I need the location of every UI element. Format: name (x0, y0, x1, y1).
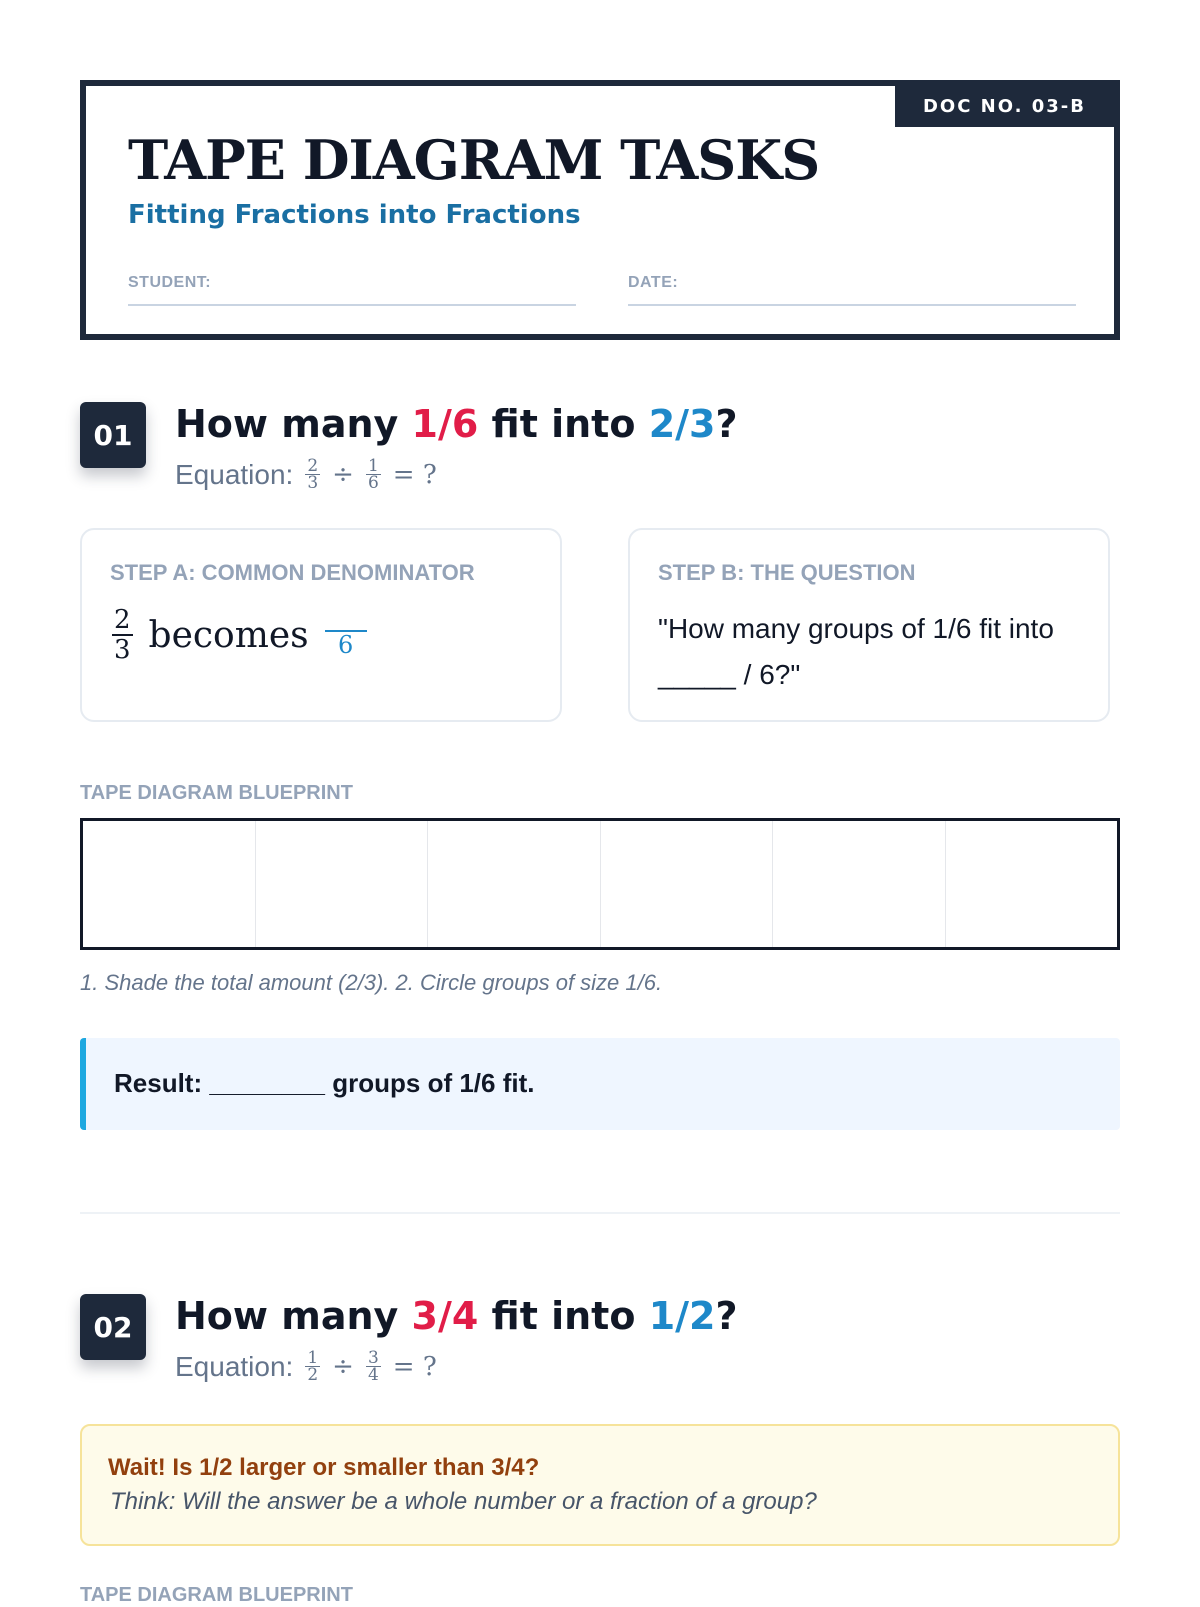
doc-number-badge: DOC NO. 03-B (895, 86, 1114, 127)
student-field[interactable] (128, 274, 576, 306)
fraction-denominator: 6 (338, 631, 354, 659)
page-title: TAPE DIAGRAM TASKS (128, 128, 820, 192)
divide-symbol: ÷ (332, 1351, 354, 1382)
problem-question (175, 1294, 738, 1338)
fraction-denominator: 6 (367, 473, 379, 493)
tape-diagram-label: TAPE DIAGRAM BLUEPRINT (80, 782, 353, 804)
fraction-denominator: 2 (307, 1365, 319, 1385)
fraction-numerator: 3 (367, 1348, 379, 1368)
worksheet-header (80, 80, 1120, 340)
equation-fraction-a (305, 458, 320, 491)
problem-number-badge: 01 (80, 402, 146, 468)
problem-question (175, 402, 738, 446)
date-label: DATE: (628, 274, 679, 291)
problem-number-badge: 02 (80, 1294, 146, 1360)
warning-title: Wait! Is 1/2 larger or smaller than 3/4? (108, 1454, 540, 1481)
question-mid: fit into (478, 402, 649, 446)
equals-unknown: = ? (392, 1351, 437, 1382)
tape-segment[interactable] (256, 821, 429, 947)
student-label: STUDENT: (128, 274, 212, 291)
step-a-label: STEP A: COMMON DENOMINATOR (110, 560, 475, 585)
tape-segment[interactable] (83, 821, 256, 947)
fraction-numerator: 1 (307, 1348, 319, 1368)
fraction-numerator: 1 (367, 456, 379, 476)
equation-fraction-b (366, 1350, 381, 1383)
question-prefix: How many (175, 1294, 412, 1338)
equals-unknown: = ? (392, 459, 437, 490)
tape-diagram-label: TAPE DIAGRAM BLUEPRINT (80, 1584, 353, 1606)
common-denominator-row (112, 606, 367, 664)
equation-label: Equation: (175, 458, 294, 490)
tape-instructions: 1. Shade the total amount (2/3). 2. Circle groups of size 1/6. (80, 970, 663, 995)
hint-warning-box (80, 1424, 1120, 1546)
fraction-numerator: 2 (307, 456, 319, 476)
original-fraction (112, 606, 133, 664)
warning-body: Think: Will the answer be a whole number or a fraction of a group? (110, 1488, 817, 1515)
blank-numerator-fraction[interactable] (325, 626, 367, 658)
divisor-fraction: 3/4 (411, 1294, 479, 1338)
tape-segment[interactable] (601, 821, 774, 947)
question-prefix: How many (175, 402, 412, 446)
fraction-denominator: 4 (367, 1365, 379, 1385)
equation-line (175, 458, 443, 491)
equation-fraction-a (305, 1350, 320, 1383)
tape-segment[interactable] (428, 821, 601, 947)
fraction-denominator: 3 (307, 473, 319, 493)
step-a-card (80, 528, 562, 722)
date-field[interactable] (628, 274, 1076, 306)
result-text: Result: ________ groups of 1/6 fit. (114, 1068, 535, 1098)
equation-line (175, 1350, 443, 1383)
dividend-fraction: 1/2 (648, 1294, 716, 1338)
page-subtitle: Fitting Fractions into Fractions (128, 200, 581, 230)
question-suffix: ? (715, 402, 738, 446)
fraction-denominator: 3 (114, 635, 131, 665)
becomes-word: becomes (148, 614, 309, 656)
divide-symbol: ÷ (332, 459, 354, 490)
step-b-label: STEP B: THE QUESTION (658, 560, 916, 585)
question-suffix: ? (715, 1294, 738, 1338)
tape-segment[interactable] (946, 821, 1118, 947)
tape-diagram[interactable] (80, 818, 1120, 950)
divisor-fraction: 1/6 (411, 402, 479, 446)
question-mid: fit into (478, 1294, 649, 1338)
tape-segment[interactable] (773, 821, 946, 947)
step-b-question: "How many groups of 1/6 fit into _____ / 6?" (658, 613, 1054, 690)
equation-label: Equation: (175, 1350, 294, 1382)
dividend-fraction: 2/3 (648, 402, 716, 446)
step-b-card (628, 528, 1110, 722)
section-divider (80, 1212, 1120, 1214)
result-box (80, 1038, 1120, 1130)
worksheet-page (80, 80, 1120, 340)
fraction-numerator: 2 (114, 605, 131, 635)
equation-fraction-b (366, 458, 381, 491)
